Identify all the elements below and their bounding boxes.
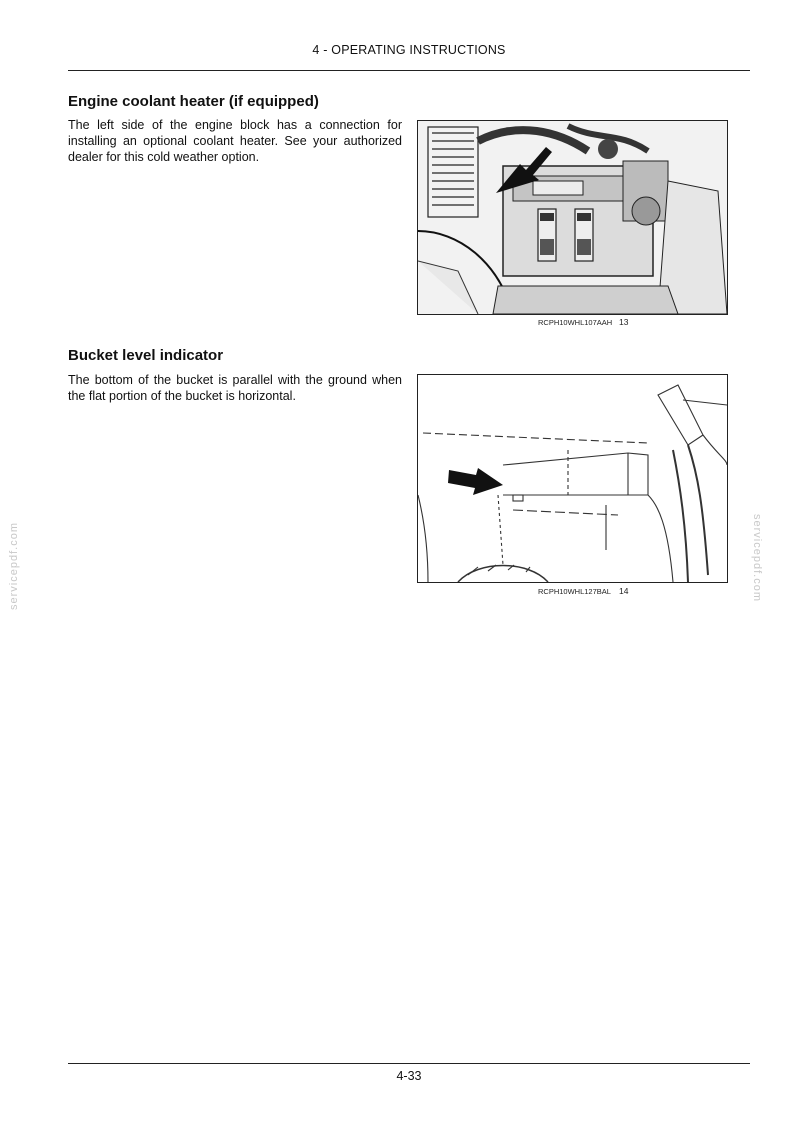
figure-number: 13 [619, 317, 629, 327]
footer-rule [68, 1063, 750, 1064]
figure-caption: RCPH10WHL127BAL [538, 587, 611, 596]
watermark-left: servicepdf.com [7, 522, 20, 610]
section-body-coolant-heater: The left side of the engine block has a connection for installing an optional coolant heater. See your authorized dealer for this cold weather option. [68, 118, 402, 164]
watermark-right: servicepdf.com [750, 514, 763, 602]
section-title-bucket-level: Bucket level indicator [68, 347, 224, 364]
figure-caption: RCPH10WHL107AAH [538, 318, 613, 327]
page-number: 4-33 [396, 1069, 422, 1083]
section-body-bucket-level: The bottom of the bucket is parallel with the ground when the flat portion of the bucket is horizontal. [68, 373, 402, 403]
bucket-level-indicator-illustration [417, 374, 728, 583]
engine-coolant-heater-illustration [417, 120, 728, 315]
header-rule [68, 70, 750, 71]
section-title-coolant-heater: Engine coolant heater (if equipped) [68, 93, 319, 110]
header-title: 4 - OPERATING INSTRUCTIONS [312, 43, 506, 57]
figure-number: 14 [619, 586, 629, 596]
